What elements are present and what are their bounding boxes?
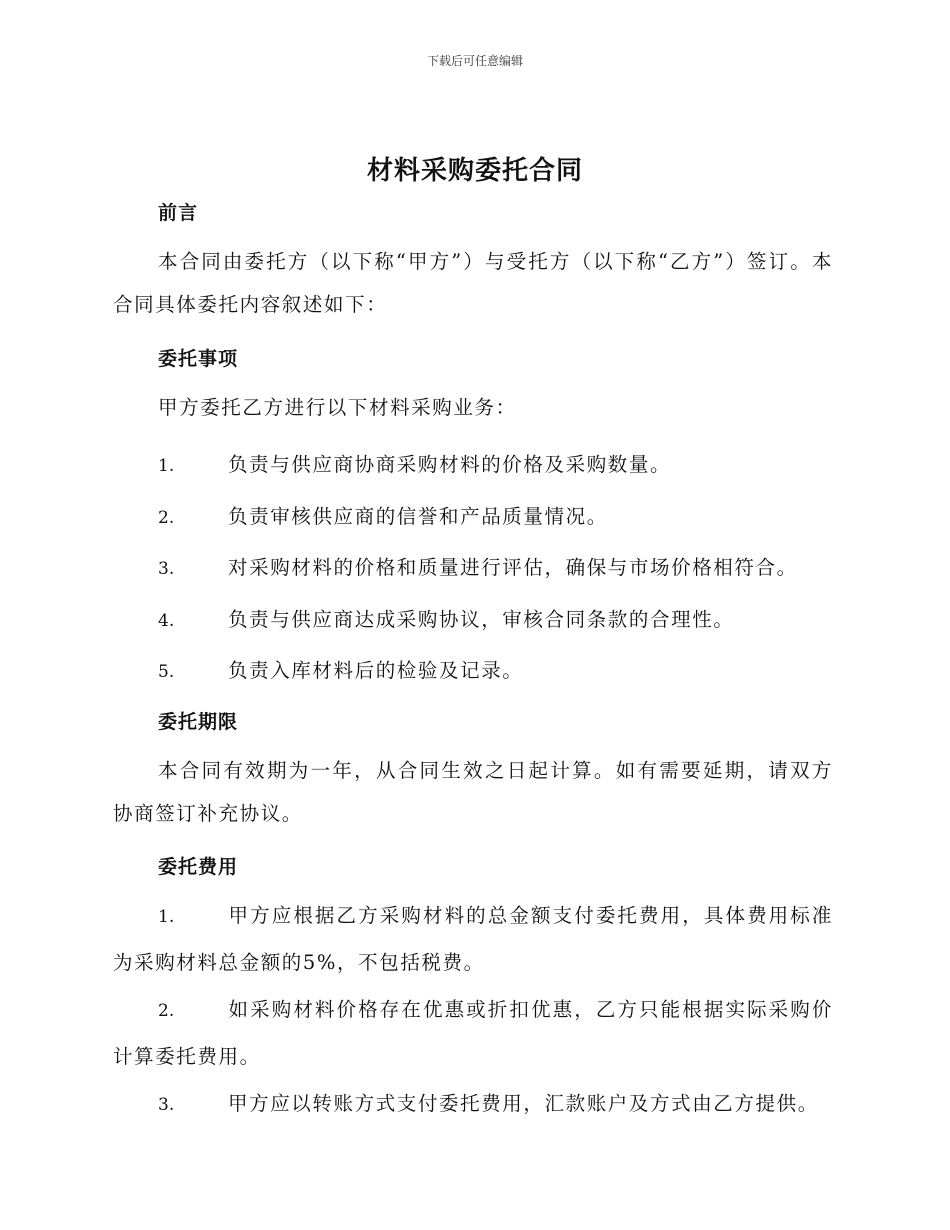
matters-intro: 甲方委托乙方进行以下材料采购业务： [158, 396, 517, 419]
fee-item-text: 甲方应以转账方式支付委托费用，汇款账户及方式由乙方提供。 [228, 1092, 819, 1115]
list-item-text: 负责审核供应商的信誉和产品质量情况。 [228, 505, 608, 528]
section-heading-preface: 前言 [158, 202, 199, 224]
list-item-text: 负责与供应商协商采购材料的价格及采购数量。 [228, 453, 672, 476]
fee-item [113, 987, 833, 1080]
fee-item [113, 1081, 833, 1128]
list-item [158, 655, 838, 683]
list-item [158, 501, 838, 529]
list-item [158, 449, 838, 477]
list-item-number: 3. [158, 559, 175, 579]
section-heading-fees: 委托费用 [158, 856, 239, 878]
fee-item [113, 893, 833, 986]
section-heading-term: 委托期限 [158, 711, 239, 733]
list-item-number: 1. [158, 456, 175, 476]
list-item-text: 负责与供应商达成采购协议，审核合同条款的合理性。 [228, 608, 735, 631]
list-item-text: 负责入库材料后的检验及记录。 [228, 659, 524, 682]
page-header-note: 下载后可任意编辑 [426, 54, 523, 68]
list-item-number: 4. [158, 611, 175, 631]
list-item [158, 552, 838, 580]
fee-item-number: 1. [158, 907, 175, 927]
section-heading-matters: 委托事项 [158, 348, 239, 370]
preface-paragraph: 本合同由委托方（以下称“甲方”）与受托方（以下称“乙方”）签订。本合同具体委托内容叙述如下： [113, 250, 833, 316]
fee-item-text: 甲方应根据乙方采购材料的总金额支付委托费用，具体费用标准为采购材料总金额的5%，不包括税费。 [113, 904, 833, 974]
list-item [158, 604, 838, 632]
list-item-text: 对采购材料的价格和质量进行评估，确保与市场价格相符合。 [228, 556, 798, 579]
list-item-number: 5. [158, 662, 175, 682]
document-title: 材料采购委托合同 [366, 156, 583, 186]
list-item-number: 2. [158, 508, 175, 528]
fee-item-number: 2. [158, 1001, 175, 1021]
term-paragraph: 本合同有效期为一年，从合同生效之日起计算。如有需要延期，请双方协商签订补充协议。 [113, 759, 833, 825]
fee-item-text: 如采购材料价格存在优惠或折扣优惠，乙方只能根据实际采购价计算委托费用。 [113, 998, 833, 1068]
fee-item-number: 3. [158, 1095, 175, 1115]
